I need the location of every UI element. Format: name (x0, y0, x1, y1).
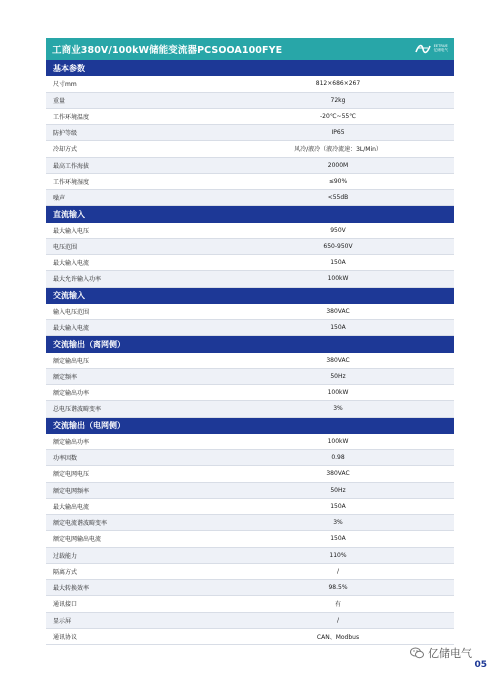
row-value: 812×686×267 (315, 80, 361, 88)
row-value: 150A (330, 259, 346, 267)
row-value: IP65 (331, 129, 345, 137)
table-row (46, 401, 454, 417)
table-row (46, 499, 454, 515)
row-label: 额定电网电压 (53, 471, 90, 479)
row-label: 额定电网输出电流 (53, 536, 102, 544)
table-row (46, 76, 454, 92)
logo-cn: 亿储电气 (433, 48, 448, 52)
row-label: 工作环境温度 (53, 113, 90, 121)
row-value: 100kW (327, 437, 349, 445)
row-value: 380VAC (326, 470, 350, 478)
table-row (46, 239, 454, 255)
table-row (46, 369, 454, 385)
row-label: 最大输入电流 (53, 260, 90, 268)
section-header: 交流输出（离网侧） (46, 336, 454, 352)
table-row (46, 190, 454, 206)
row-value: 380VAC (326, 307, 350, 315)
row-value: 110% (329, 551, 347, 559)
table-row (46, 450, 454, 466)
row-value: <55dB (327, 194, 349, 202)
row-label: 噪声 (53, 195, 66, 203)
row-label: 隔离方式 (53, 568, 78, 576)
row-value: 50Hz (330, 486, 346, 494)
table-row (46, 255, 454, 271)
row-value: 3% (333, 405, 343, 413)
row-label: 额定频率 (53, 373, 78, 381)
table-row (46, 174, 454, 190)
row-label: 额定电流谐波畸变率 (53, 520, 108, 528)
row-value: 950V (330, 226, 346, 234)
table-row (46, 385, 454, 401)
row-label: 最大允许输入功率 (53, 276, 102, 284)
table-row (46, 596, 454, 612)
row-label: 过载能力 (53, 552, 78, 560)
footer-brand (410, 645, 472, 661)
table-row (46, 531, 454, 547)
row-label: 显示屏 (53, 617, 72, 625)
table-row (46, 564, 454, 580)
row-value: 150A (330, 502, 346, 510)
row-value: 有 (334, 601, 341, 609)
row-label: 最高工作海拔 (53, 162, 90, 170)
logo-wave-icon (415, 43, 431, 55)
table-row (46, 483, 454, 499)
row-value: 100kW (327, 389, 349, 397)
row-label: 尺寸mm (53, 81, 77, 89)
table-row (46, 158, 454, 174)
row-label: 通讯接口 (53, 601, 78, 609)
row-label: 总电压谐波畸变率 (53, 406, 102, 414)
row-value: 72kg (330, 96, 346, 104)
table-row (46, 271, 454, 287)
row-value: 150A (330, 324, 346, 332)
table-row (46, 548, 454, 564)
table-row (46, 629, 454, 645)
row-value: 50Hz (330, 372, 346, 380)
row-value: 380VAC (326, 356, 350, 364)
page-title: 工商业380V/100kW储能变流器PCSOOA100FYE (52, 45, 283, 56)
row-value: ≤90% (328, 177, 348, 185)
row-label: 额定电网频率 (53, 487, 90, 495)
row-label: 冷却方式 (53, 146, 78, 154)
row-label: 通讯协议 (53, 633, 78, 641)
row-value: 98.5% (328, 584, 348, 592)
section-header: 交流输出（电网侧） (46, 418, 454, 434)
row-value: 0.98 (331, 454, 345, 462)
table-row (46, 466, 454, 482)
row-value: 3% (333, 519, 343, 527)
row-label: 额定输出电压 (53, 357, 90, 365)
table-row (46, 141, 454, 157)
row-label: 工作环境湿度 (53, 178, 90, 186)
row-value: 风冷/液冷（液冷流速：3L/Min） (294, 146, 382, 154)
table-row (46, 320, 454, 336)
table-row (46, 434, 454, 450)
row-label: 输入电压范围 (53, 308, 90, 316)
row-label: 最大输入电压 (53, 227, 90, 235)
brand-logo (415, 43, 448, 55)
row-value: CAN、Modbus (316, 633, 360, 641)
row-label: 功率因数 (53, 455, 78, 463)
section-header: 基本参数 (46, 60, 454, 76)
row-label: 最大输出电流 (53, 503, 90, 511)
table-row (46, 580, 454, 596)
row-value: -20℃~55℃ (320, 112, 356, 120)
page-header (46, 38, 454, 60)
section-header: 直流输入 (46, 206, 454, 222)
section-header: 交流输入 (46, 288, 454, 304)
row-value: 2000M (327, 161, 349, 169)
spec-table (46, 60, 454, 645)
logo-en: EETRUE (433, 44, 448, 49)
footer-brand-name: 亿储电气 (428, 647, 472, 660)
row-label: 重量 (53, 97, 66, 105)
table-row (46, 613, 454, 629)
row-label: 最大输入电流 (53, 325, 90, 333)
row-value: / (336, 567, 340, 575)
table-row (46, 109, 454, 125)
table-row (46, 125, 454, 141)
row-label: 防护等级 (53, 130, 78, 138)
row-label: 电压范围 (53, 243, 78, 251)
row-label: 额定输出功率 (53, 438, 90, 446)
wechat-icon (410, 647, 424, 659)
table-row (46, 223, 454, 239)
row-value: 650-950V (323, 242, 353, 250)
page-number: 05 (474, 660, 487, 670)
table-row (46, 304, 454, 320)
row-value: 150A (330, 535, 346, 543)
row-label: 最大转换效率 (53, 585, 90, 593)
table-row (46, 93, 454, 109)
row-value: / (336, 616, 340, 624)
table-row (46, 353, 454, 369)
row-value: 100kW (327, 275, 349, 283)
table-row (46, 515, 454, 531)
row-label: 额定输出功率 (53, 390, 90, 398)
